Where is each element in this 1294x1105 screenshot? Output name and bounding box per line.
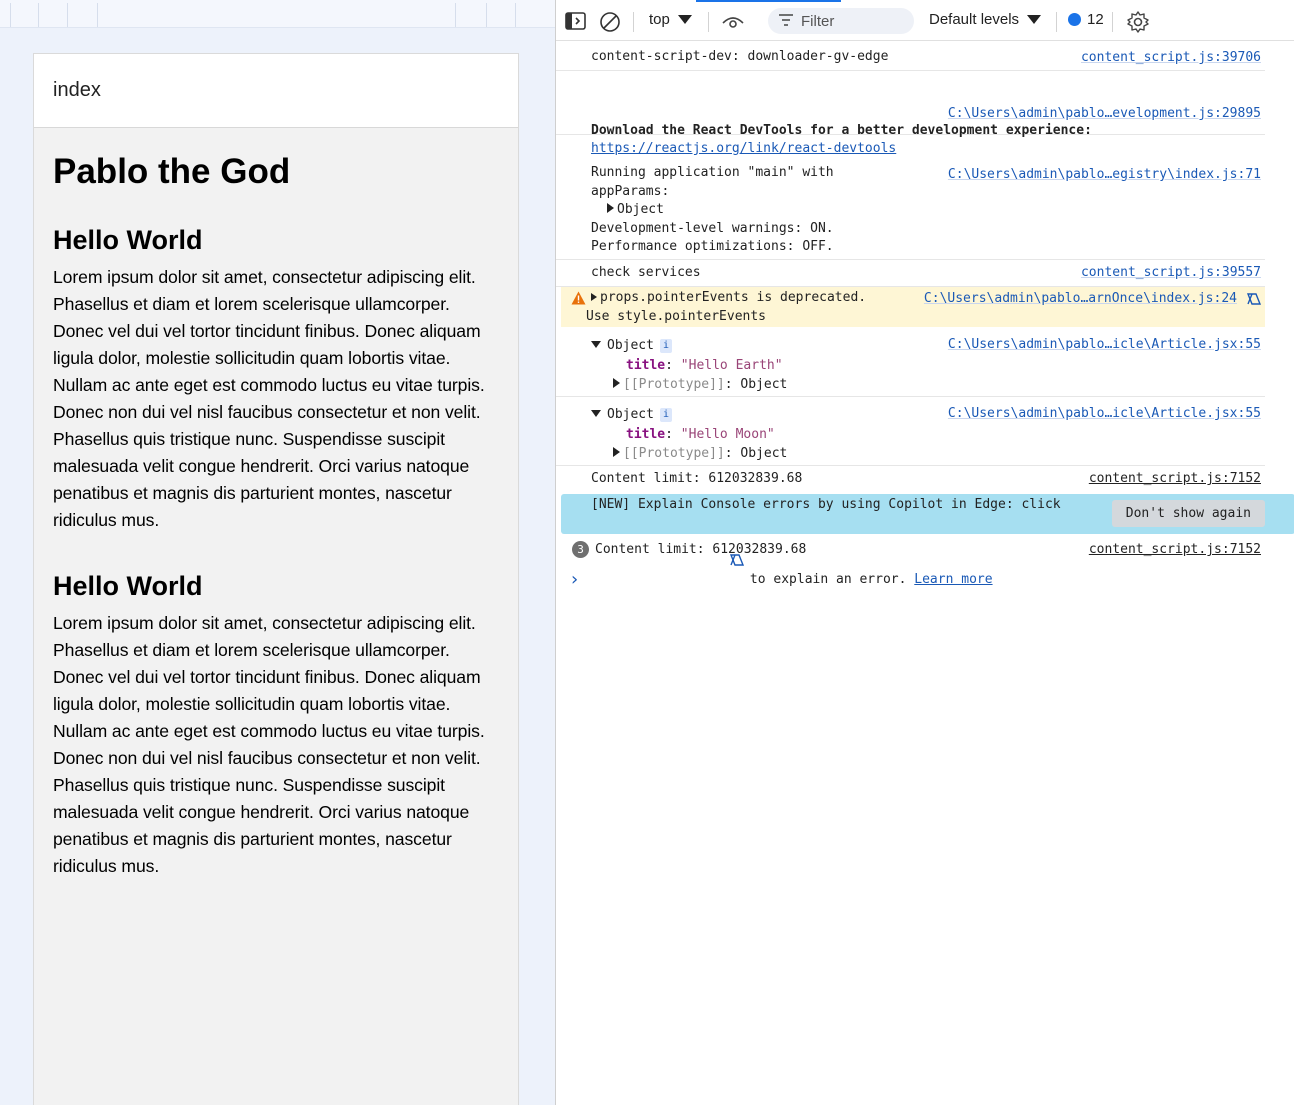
device-ruler: [0, 0, 555, 28]
expand-triangle-icon: [613, 447, 620, 457]
chevron-down-icon: [678, 15, 692, 24]
repeat-count-badge: 3: [572, 541, 589, 558]
console-object: Object i title: "Hello Moon" [[Prototype]]: Object C:\Users\admin\pablo…icle\Article.jsx:55: [556, 397, 1265, 466]
article-body: Lorem ipsum dolor sit amet, consectetur adipiscing elit. Phasellus et diam et lorem scelerisque ullamcorper. Donec vel dui vel tortor tincidunt finibus. Donec aliquam ligula dolor, molestie sollicitudin quam lobortis vitae. Nullam ac ante eget est commodo luctus eu vitae turpis. Donec non dui vel nisl faucibus consectetur et non velit. Phasellus quis tristique nunc. Suspendisse suscipit malesuada velit congue hendrerit. Orci varius natoque penatibus et magnis dis parturient montes, nascetur ridiculus mus.: [53, 267, 485, 530]
source-link[interactable]: C:\Users\admin\pablo…icle\Article.jsx:55: [947, 406, 1261, 421]
console-warning: props.pointerEvents is deprecated. Use style.pointerEvents C:\Users\admin\pablo…arnOnce\index.js:24: [561, 287, 1265, 327]
filter-icon: [779, 13, 793, 30]
source-link[interactable]: C:\Users\admin\pablo…icle\Article.jsx:55: [947, 337, 1261, 352]
filter-input[interactable]: [801, 13, 901, 30]
message-count-badge[interactable]: [1068, 11, 1104, 28]
app-content: [34, 128, 518, 880]
device-viewport: [33, 53, 519, 1105]
context-label: top: [649, 11, 670, 28]
console-message: C:\Users\admin\pablo…evelopment.js:29895 Download the React DevTools for a better development experience: https://reactjs.org/link/react-devtools: [556, 71, 1265, 135]
console-message: content-script-dev: downloader-gv-edge content_script.js:39706: [556, 42, 1265, 71]
source-link[interactable]: C:\Users\admin\pablo…evelopment.js:29895: [947, 106, 1261, 121]
prototype-toggle[interactable]: [[Prototype]]: Object: [591, 444, 1231, 464]
eye-icon[interactable]: [722, 14, 744, 34]
source-link[interactable]: content_script.js:39557: [1080, 265, 1261, 280]
console-message: 3 Content limit: 612032839.68 content_script.js:7152: [556, 534, 1265, 564]
object-toggle[interactable]: Object i: [591, 406, 1231, 425]
source-link[interactable]: C:\Users\admin\pablo…arnOnce\index.js:24: [923, 291, 1237, 306]
source-link[interactable]: content_script.js:7152: [1088, 471, 1261, 486]
prompt-chevron-icon: ›: [569, 568, 580, 590]
console-message: Running application "main" with appParams: Object Development-level warnings: ON. Performance optimizations: OFF. C:\Users\admin\pablo…egistry\index.js:71: [556, 159, 1265, 260]
copilot-banner: [NEW] Explain Console errors by using Copilot in Edge: click to explain an error. Learn more Don't show again: [561, 494, 1294, 534]
clear-console-icon[interactable]: [599, 11, 621, 37]
article: [53, 222, 499, 534]
expand-triangle-icon: [607, 203, 614, 213]
active-tab-indicator: [696, 0, 841, 2]
log-levels-label: Default levels: [929, 11, 1020, 28]
info-badge[interactable]: i: [660, 408, 672, 422]
object-toggle[interactable]: Object: [591, 201, 1231, 220]
dont-show-again-button[interactable]: Don't show again: [1112, 500, 1265, 527]
log-levels-selector[interactable]: [929, 11, 1041, 28]
console-messages: [556, 42, 1294, 594]
device-emulation-pane: [0, 0, 555, 1105]
copilot-icon[interactable]: [1245, 291, 1263, 314]
message-icon: [1068, 13, 1081, 26]
prototype-toggle[interactable]: [[Prototype]]: Object: [591, 375, 1231, 395]
chevron-down-icon: [1027, 15, 1041, 24]
article-heading: Hello World: [53, 571, 203, 601]
object-toggle[interactable]: Object i: [591, 337, 1231, 356]
console-object: Object i title: "Hello Earth" [[Prototype]]: Object C:\Users\admin\pablo…icle\Article.jsx:55: [556, 327, 1265, 397]
expand-triangle-icon: [613, 378, 620, 388]
gear-icon[interactable]: [1126, 10, 1150, 38]
collapse-triangle-icon: [591, 341, 601, 348]
app-header: [34, 54, 518, 128]
article-heading: Hello World: [53, 225, 203, 255]
info-badge[interactable]: i: [660, 339, 672, 353]
context-selector[interactable]: [649, 11, 692, 28]
article-body: Lorem ipsum dolor sit amet, consectetur adipiscing elit. Phasellus et diam et lorem scelerisque ullamcorper. Donec vel dui vel tortor tincidunt finibus. Donec aliquam ligula dolor, molestie sollicitudin quam lobortis vitae. Nullam ac ante eget est commodo luctus eu vitae turpis. Donec non dui vel nisl faucibus consectetur et non velit. Phasellus quis tristique nunc. Suspendisse suscipit malesuada velit congue hendrerit. Orci varius natoque penatibus et magnis dis parturient montes, nascetur ridiculus mus.: [53, 613, 485, 876]
source-link[interactable]: content_script.js:39706: [1080, 50, 1261, 65]
source-link[interactable]: C:\Users\admin\pablo…egistry\index.js:71: [947, 167, 1261, 182]
source-link[interactable]: content_script.js:7152: [1088, 542, 1261, 557]
learn-more-link[interactable]: Learn more: [914, 572, 993, 587]
devtools-panel: [555, 0, 1294, 1105]
filter-box[interactable]: [768, 8, 914, 34]
article: [53, 568, 499, 880]
console-message: Content limit: 612032839.68 content_script.js:7152: [556, 466, 1265, 494]
message-count: 12: [1087, 11, 1104, 28]
expand-triangle-icon[interactable]: [591, 293, 597, 301]
collapse-triangle-icon: [591, 410, 601, 417]
sidebar-toggle-icon[interactable]: [565, 12, 587, 34]
react-devtools-link[interactable]: https://reactjs.org/link/react-devtools: [591, 141, 897, 156]
warning-icon: [571, 291, 586, 312]
app-header-title: index: [53, 79, 101, 101]
console-toolbar: [556, 3, 1294, 41]
page-title: Pablo the God: [53, 152, 291, 191]
console-message: check services content_script.js:39557: [556, 260, 1265, 287]
